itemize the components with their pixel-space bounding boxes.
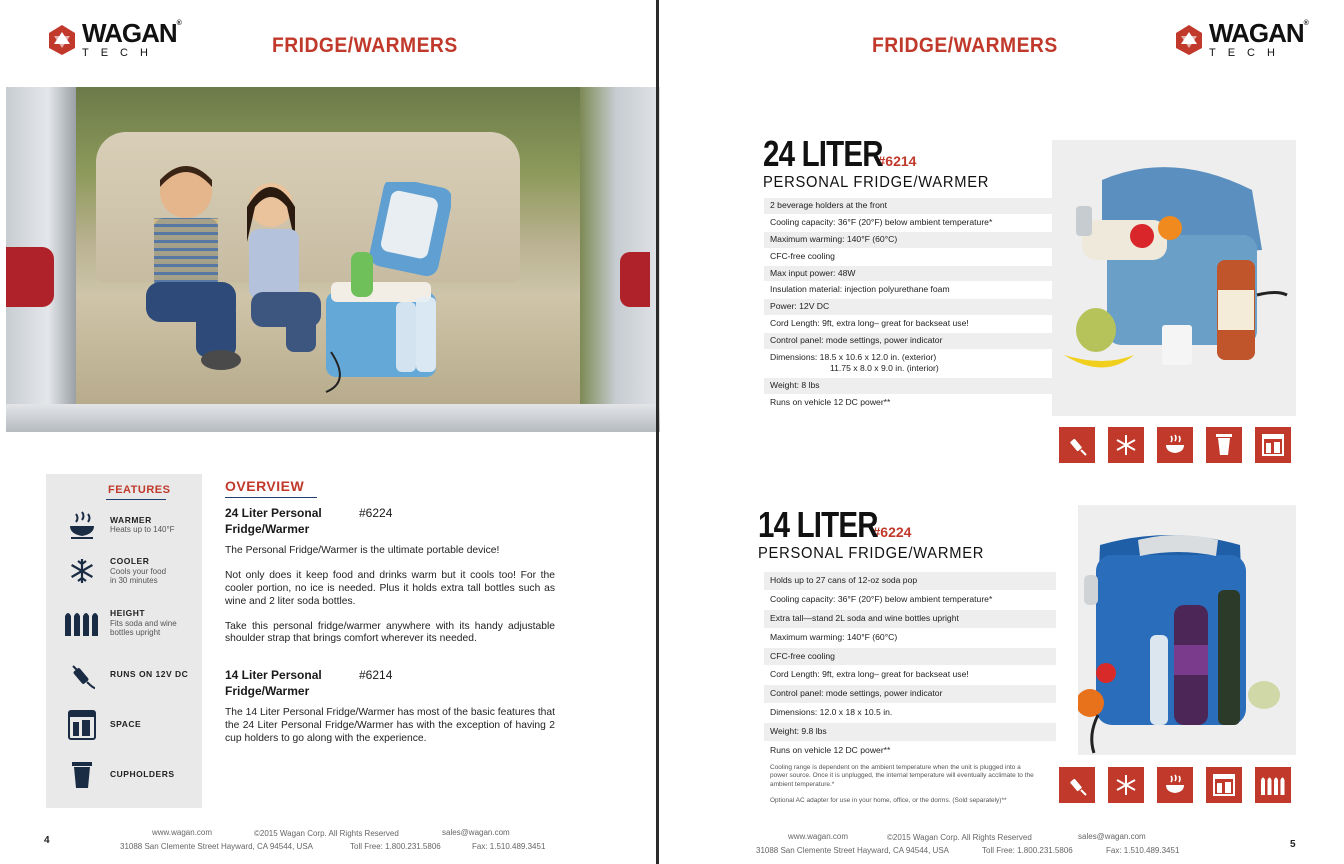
overview-p2-body: The 14 Liter Personal Fridge/Warmer has most of the basic features that the 24 Liter Personal Fridge/Warmer has with the exception of having 2 cup holders to go along with the experience. xyxy=(225,707,555,744)
product-14l-feature-icons xyxy=(1059,767,1291,803)
cup-icon xyxy=(1206,427,1242,463)
spec-row: Dimensions: 18.5 x 10.6 x 12.0 in. (exterior) xyxy=(764,350,1056,364)
cooling-note: Cooling range is dependent on the ambient temperature when the unit is plugged into a power source. Once it is unplugged, the internal temperature will eventually acclimate to the ambient temperature.* xyxy=(770,764,1034,788)
spec-row: Control panel: mode settings, power indicator xyxy=(764,333,1056,350)
spec-row: 11.75 x 8.0 x 9.0 in. (interior) xyxy=(764,364,1056,378)
spec-row: Maximum warming: 140°F (60°C) xyxy=(764,629,1056,648)
plug-icon xyxy=(1059,427,1095,463)
hero-photo xyxy=(6,87,670,432)
overview-p1-name: 24 Liter Personal Fridge/Warmer xyxy=(225,506,322,536)
page-number-right: 5 xyxy=(1290,839,1296,850)
product-14l-name: PERSONAL FRIDGE/WARMER xyxy=(758,545,985,562)
feature-cooler: COOLER Cools your food in 30 minutes xyxy=(62,554,198,588)
overview-product-14 xyxy=(225,668,555,746)
footer-web-right[interactable]: www.wagan.com xyxy=(788,832,849,841)
product-24l-header xyxy=(763,133,1009,192)
logo-star-icon xyxy=(46,24,78,56)
logo-star-icon xyxy=(1173,24,1205,56)
feature-12v: RUNS ON 12V DC xyxy=(62,658,198,692)
product-14l-header xyxy=(758,504,1004,563)
boy-figure xyxy=(126,152,246,372)
overview-p2-name: 14 Liter Personal Fridge/Warmer xyxy=(225,668,322,698)
girl-figure xyxy=(231,167,331,367)
spec-row: Runs on vehicle 12 DC power** xyxy=(764,395,1056,412)
product-14l-specs xyxy=(764,572,1056,761)
product-14l-capacity: 14 LITER xyxy=(758,504,878,545)
overview-p1-code: #6224 xyxy=(359,506,393,520)
overview-title: OVERVIEW xyxy=(225,478,305,494)
features-panel xyxy=(46,474,202,808)
product-14l-photo xyxy=(1078,505,1296,755)
spec-row: Holds up to 27 cans of 12-oz soda pop xyxy=(764,572,1056,591)
footer-web-left[interactable]: www.wagan.com xyxy=(152,828,213,837)
spec-row: CFC-free cooling xyxy=(764,249,1056,266)
cup-icon xyxy=(62,758,102,792)
overview-p1-intro: The Personal Fridge/Warmer is the ultimate portable device! xyxy=(225,545,500,557)
overview-p1-body1: Not only does it keep food and drinks warm but it cools too! For the cooler portion, no ice is needed. Plus it holds extra tall bottles such as wine and 2 liter soda bottles. xyxy=(225,570,555,607)
page-spine xyxy=(656,0,659,864)
footer-copyright-right: ©2015 Wagan Corp. All Rights Reserved xyxy=(887,833,1032,842)
page-number-left: 4 xyxy=(44,835,50,846)
product-24l-name: PERSONAL FRIDGE/WARMER xyxy=(763,174,990,191)
wagan-logo-right: WAGAN® TECH xyxy=(1173,20,1308,59)
footer-tollfree-left: Toll Free: 1.800.231.5806 xyxy=(350,842,441,851)
footer-tollfree-right: Toll Free: 1.800.231.5806 xyxy=(982,846,1073,855)
feature-height: HEIGHT Fits soda and wine bottles upright xyxy=(62,606,198,640)
footer-fax-right: Fax: 1.510.489.3451 xyxy=(1106,846,1180,855)
spec-row: Weight: 9.8 lbs xyxy=(764,723,1056,742)
spec-row: Max input power: 48W xyxy=(764,266,1056,283)
snowflake-icon xyxy=(62,554,102,588)
feature-space: SPACE xyxy=(62,708,198,742)
spec-row: Cord Length: 9ft, extra long– great for backseat use! xyxy=(764,316,1056,333)
spec-row: Extra tall—stand 2L soda and wine bottles upright xyxy=(764,610,1056,629)
left-page xyxy=(0,0,656,864)
section-title: FRIDGE/WARMERS xyxy=(272,34,458,57)
product-24l-specs xyxy=(764,198,1056,411)
footer-copyright-left: ©2015 Wagan Corp. All Rights Reserved xyxy=(254,829,399,838)
snowflake-icon xyxy=(1108,767,1144,803)
section-title-right: FRIDGE/WARMERS xyxy=(872,34,1058,57)
space-icon xyxy=(1206,767,1242,803)
footer-address-right: 31088 San Clemente Street Hayward, CA 94544, USA xyxy=(756,846,949,855)
wagan-logo: WAGAN® TECH xyxy=(46,20,181,59)
product-24l-capacity: 24 LITER xyxy=(763,133,883,174)
footer-email-right[interactable]: sales@wagan.com xyxy=(1078,832,1146,841)
bottles-icon xyxy=(1255,767,1291,803)
overview-p2-code: #6214 xyxy=(359,668,393,682)
bottles-icon xyxy=(62,606,102,640)
feature-warmer: WARMER Heats up to 140°F xyxy=(62,508,198,542)
product-24l-photo xyxy=(1052,140,1296,416)
footer-fax-left: Fax: 1.510.489.3451 xyxy=(472,842,546,851)
footer-email-left[interactable]: sales@wagan.com xyxy=(442,828,510,837)
spec-row: Dimensions: 12.0 x 18 x 10.5 in. xyxy=(764,704,1056,723)
product-14l-code: #6224 xyxy=(872,524,912,540)
plug-icon xyxy=(1059,767,1095,803)
warmer-icon xyxy=(1157,767,1193,803)
footer-address-left: 31088 San Clemente Street Hayward, CA 94544, USA xyxy=(120,842,313,851)
overview-product-24 xyxy=(225,506,555,646)
spec-row: Control panel: mode settings, power indicator xyxy=(764,685,1056,704)
spec-row: Cooling capacity: 36°F (20°F) below ambient temperature* xyxy=(764,215,1056,232)
spec-row: Cord Length: 9ft, extra long– great for backseat use! xyxy=(764,666,1056,685)
spec-row: Power: 12V DC xyxy=(764,299,1056,316)
product-24l-feature-icons xyxy=(1059,427,1291,463)
right-page xyxy=(660,0,1344,864)
spec-row: Insulation material: injection polyurethane foam xyxy=(764,282,1056,299)
product-24l-code: #6214 xyxy=(877,153,917,169)
cooler-photo xyxy=(321,182,451,402)
features-title: FEATURES xyxy=(108,484,171,496)
spec-row: Runs on vehicle 12 DC power** xyxy=(764,742,1056,761)
warmer-icon xyxy=(62,508,102,542)
space-icon xyxy=(1255,427,1291,463)
spec-row: CFC-free cooling xyxy=(764,648,1056,667)
plug-icon xyxy=(62,658,102,692)
adapter-note: Optional AC adapter for use in your home, office, or the dorms. (Sold separately)** xyxy=(770,797,1007,804)
spec-row: Cooling capacity: 36°F (20°F) below ambient temperature* xyxy=(764,591,1056,610)
space-icon xyxy=(62,708,102,742)
feature-cupholders: CUPHOLDERS xyxy=(62,758,198,792)
warmer-icon xyxy=(1157,427,1193,463)
spec-row: Weight: 8 lbs xyxy=(764,378,1056,395)
snowflake-icon xyxy=(1108,427,1144,463)
overview-p1-body2: Take this personal fridge/warmer anywhere with its handy adjustable shoulder strap that brings comfort wherever its needed. xyxy=(225,620,555,645)
spec-row: 2 beverage holders at the front xyxy=(764,198,1056,215)
spec-row: Maximum warming: 140°F (60°C) xyxy=(764,232,1056,249)
